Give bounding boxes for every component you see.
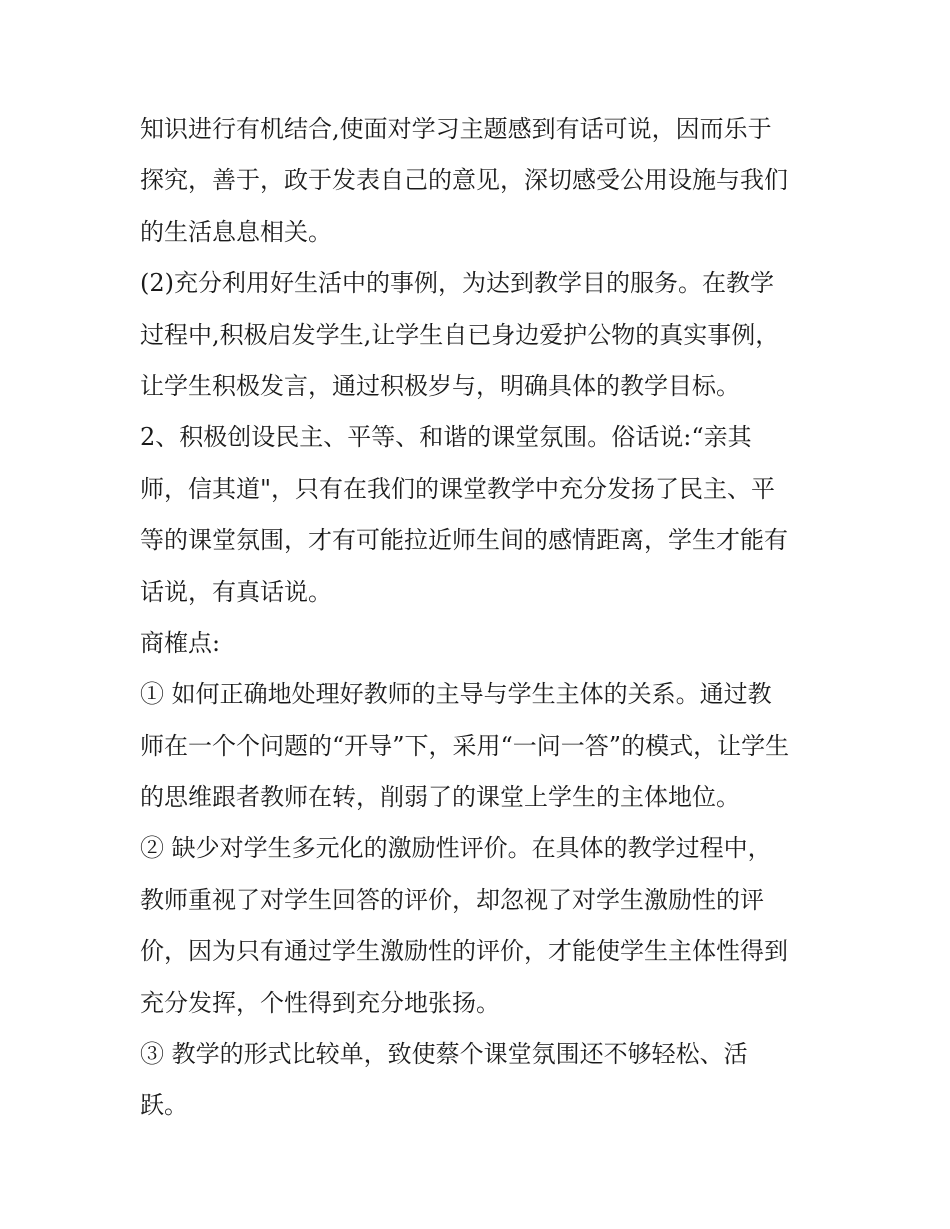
text-line: ③ 教学的形式比较单，致使蔡个课堂氛围还不够轻松、活 [140,1040,748,1069]
text-line: ② 缺少对学生多元化的激励性评价。在具体的教学过程中， [140,834,772,863]
text-line: 让学生积极发言，通过积极岁与，明确具体的教学目标。 [140,371,740,400]
text-line: 充分发挥，个性得到充分地张扬。 [140,988,500,1017]
document-body [140,104,830,1132]
text-line: 的思维跟者教师在转，削弱了的课堂上学生的主体地位。 [140,783,740,812]
text-line: 跃。 [140,1091,188,1120]
text-line: 探究，善于，政于发表自己的意见，深切感受公用设施与我们 [140,166,788,195]
text-line: 的生活息息相关。 [140,217,332,246]
text-line: (2)充分利用好生活中的事例，为达到教学目的服务。在教学 [140,269,774,298]
text-line: 教师重视了对学生回答的评价，却忽视了对学生激励性的评 [140,885,764,914]
section-heading: 商榷点: [140,628,221,657]
text-line: 师，信其道"，只有在我们的课堂教学中充分发扬了民主、平 [140,474,776,503]
text-line: 师在一个个问题的“开导”下，采用“一问一答”的模式，让学生 [140,731,790,760]
text-line: ① 如何正确地处理好教师的主导与学生主体的关系。通过教 [140,680,772,709]
text-line: 话说，有真话说。 [140,577,332,606]
text-line: 等的课堂氛围，才有可能拉近师生间的感情距离，学生才能有 [140,526,788,555]
text-line: 价，因为只有通过学生激励性的评价，才能使学生主体性得到 [140,937,788,966]
text-line: 2、积极创设民主、平等、和谐的课堂氛围。俗话说:“亲其 [140,423,752,452]
text-line: 知识进行有机结合,使面对学习主题感到有话可说，因而乐于 [140,115,772,143]
text-line: 过程中,积极启发学生,让学生自已身边爱护公物的真实事例， [140,320,780,349]
